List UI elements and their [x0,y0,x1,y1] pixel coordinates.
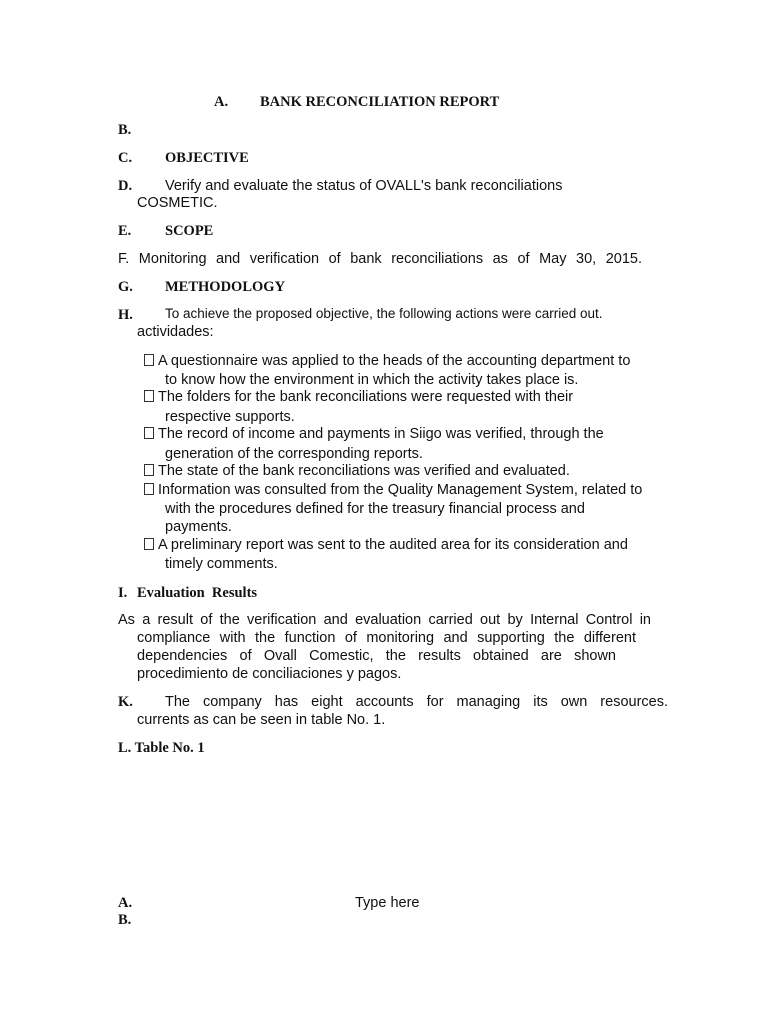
action-line: The record of income and payments in Siigo was verified, through the [158,426,604,442]
action-line: The state of the bank reconciliations was verified and evaluated. [158,463,570,479]
section-letter-b: B. [118,122,132,138]
footer-letter-b: B. [118,912,132,928]
bullet-box-icon [144,483,154,495]
section-letter-k: K. [118,694,133,710]
section-letter-h: H. [118,307,133,323]
section-letter-i: I. [118,585,128,601]
bullet-box-icon [144,354,154,366]
methodology-text-line2: actividades: [137,324,214,340]
action-line: Information was consulted from the Quality Management System, related to [158,482,643,498]
evaluation-text-line3: dependencies of Ovall Comestic, the results obtained are shown [137,648,616,664]
evaluation-text-line4: procedimiento de conciliaciones y pagos. [137,666,402,682]
action-line: timely comments. [165,556,278,572]
methodology-text-line1: To achieve the proposed objective, the following actions were carried out. [165,306,603,321]
evaluation-heading: Evaluation Results [137,585,258,601]
bullet-box-icon [144,427,154,439]
objective-heading: OBJECTIVE [165,150,249,166]
page-title: BANK RECONCILIATION REPORT [260,94,500,110]
action-line: respective supports. [165,409,295,425]
action-line: A preliminary report was sent to the audited area for its consideration and [158,537,628,553]
action-line: generation of the corresponding reports. [165,446,423,462]
bullet-box-icon [144,464,154,476]
section-letter-c: C. [118,150,133,166]
scope-heading: SCOPE [165,223,214,239]
action-line: The folders for the bank reconciliations were requested with their [158,389,574,405]
scope-text: F. Monitoring and verification of bank reconciliations as of May 30, 2015. [118,251,642,267]
table-heading: L. Table No. 1 [118,740,205,756]
bullet-box-icon [144,390,154,402]
action-line: A questionnaire was applied to the heads of the accounting department to [158,353,631,369]
bullet-box-icon [144,538,154,550]
footer-placeholder[interactable]: Type here [355,895,420,911]
section-letter-d: D. [118,178,133,194]
action-line: to know how the environment in which the activity takes place is. [165,372,579,388]
accounts-text-line2: currents as can be seen in table No. 1. [137,712,386,728]
title-letter: A. [214,94,229,110]
accounts-text-line1: The company has eight accounts for managing its own resources. [165,694,668,710]
methodology-heading: METHODOLOGY [165,279,286,295]
objective-text-line1: Verify and evaluate the status of OVALL's bank reconciliations [165,178,563,194]
footer-letter-a: A. [118,895,133,911]
evaluation-text-line2: compliance with the function of monitoring and supporting the different [137,630,636,646]
action-line: with the procedures defined for the treasury financial process and [165,501,585,517]
action-line: payments. [165,519,232,535]
section-letter-g: G. [118,279,133,295]
objective-text-line2: COSMETIC. [137,195,218,211]
evaluation-text-line1: As a result of the verification and evaluation carried out by Internal Control in [118,612,651,628]
section-letter-e: E. [118,223,132,239]
